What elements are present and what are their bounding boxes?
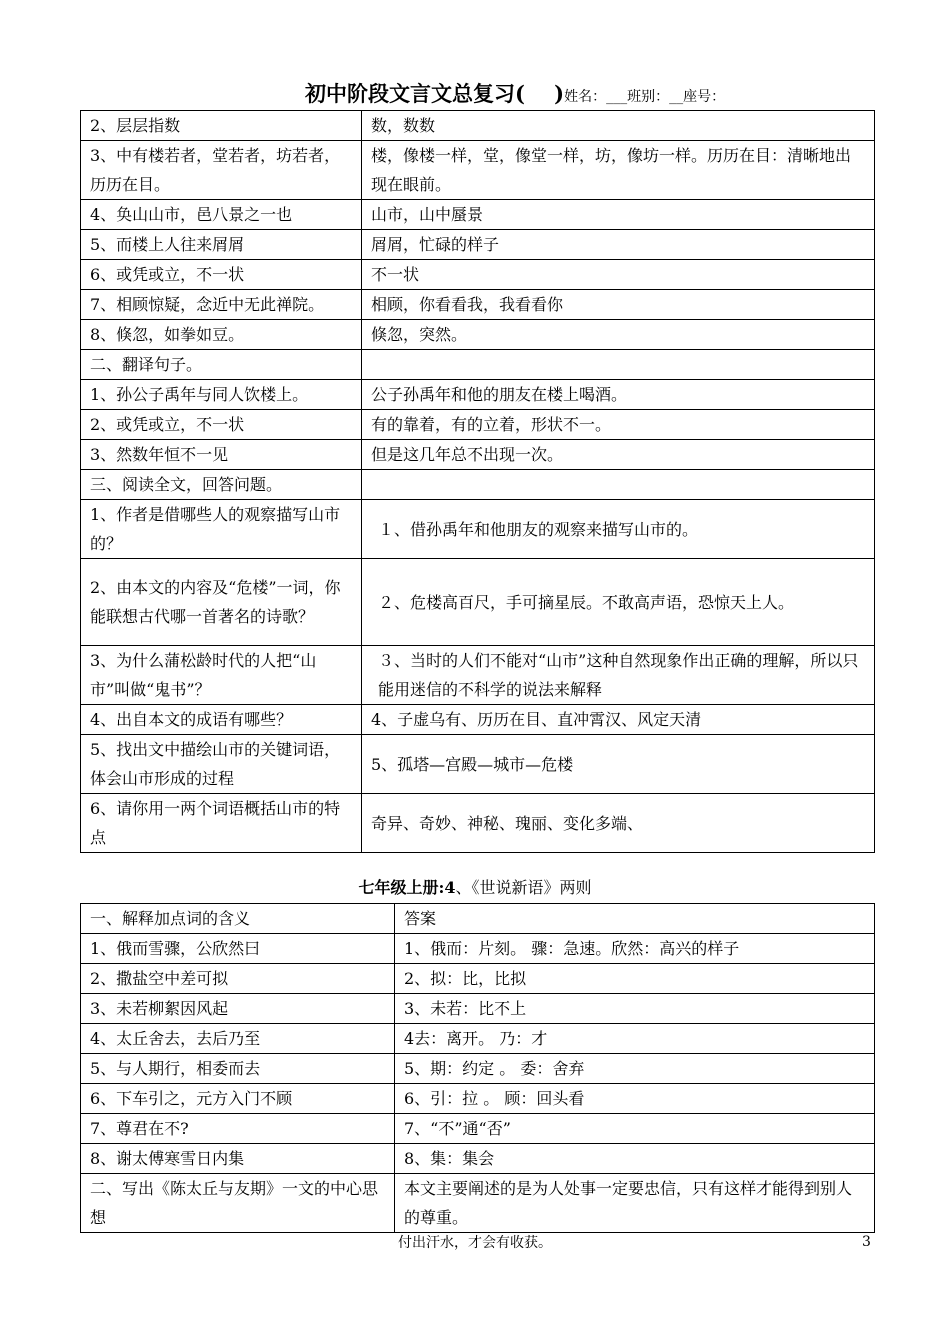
table-row: [81, 1024, 875, 1054]
table-row: [81, 111, 875, 141]
table-row: [81, 1144, 875, 1174]
section-grade: 七年级上册:4: [358, 878, 456, 897]
question-cell: 4、奂山山市，邑八景之一也: [81, 200, 362, 230]
question-cell: 5、而楼上人往来屑屑: [81, 230, 362, 260]
table-row: [81, 646, 875, 705]
answer-cell: 奇异、奇妙、神秘、瑰丽、变化多端、: [362, 794, 875, 853]
answer-cell: 楼，像楼一样，堂，像堂一样，坊，像坊一样。历历在目：清晰地出现在眼前。: [362, 141, 875, 200]
question-cell: 8、谢太傅寒雪日内集: [81, 1144, 395, 1174]
question-cell: 1、俄而雪骤，公欣然曰: [81, 934, 395, 964]
answer-cell: 3、未若：比不上: [395, 994, 875, 1024]
question-cell: 3、为什么蒲松龄时代的人把“山市”叫做“鬼书”？: [81, 646, 362, 705]
document-header: [305, 78, 905, 110]
answer-cell: 山市，山中蜃景: [362, 200, 875, 230]
answer-cell: 答案: [395, 904, 875, 934]
table-row: [81, 410, 875, 440]
table-row: [81, 904, 875, 934]
question-cell: 5、找出文中描绘山市的关键词语，体会山市形成的过程: [81, 735, 362, 794]
answer-cell: 倏忽，突然。: [362, 320, 875, 350]
question-cell: 3、然数年恒不一见: [81, 440, 362, 470]
answer-cell: 7、“不”通“否”: [395, 1114, 875, 1144]
question-cell: 1、作者是借哪些人的观察描写山市的？: [81, 500, 362, 559]
table-row: [81, 994, 875, 1024]
answer-cell: 2、拟：比，比拟: [395, 964, 875, 994]
table-row: [81, 380, 875, 410]
section-title: [0, 875, 950, 898]
document-title: 初中阶段文言文总复习(: [305, 81, 525, 106]
answer-cell: 相顾，你看看我，我看看你: [362, 290, 875, 320]
table-row: [81, 1114, 875, 1144]
question-cell: 2、撒盐空中差可拟: [81, 964, 395, 994]
question-cell: 4、太丘舍去，去后乃至: [81, 1024, 395, 1054]
answer-cell: [362, 470, 875, 500]
table-row: [81, 735, 875, 794]
table-row: [81, 934, 875, 964]
question-cell: 6、或凭或立，不一状: [81, 260, 362, 290]
answer-cell: 不一状: [362, 260, 875, 290]
answer-cell: ３、当时的人们不能对“山市”这种自然现象作出正确的理解，所以只能用迷信的不科学的说法来解释: [362, 646, 875, 705]
question-cell: 6、请你用一两个词语概括山市的特点: [81, 794, 362, 853]
table-row: [81, 794, 875, 853]
answer-cell: ２、危楼高百尺，手可摘星辰。不敢高声语，恐惊天上人。: [362, 559, 875, 646]
section-lesson: 、《世说新语》两则: [455, 878, 592, 897]
table-row: [81, 470, 875, 500]
answer-cell: 屑屑，忙碌的样子: [362, 230, 875, 260]
table-row: [81, 440, 875, 470]
question-cell: 5、与人期行，相委而去: [81, 1054, 395, 1084]
title-bracket-close: ): [524, 81, 565, 106]
answer-cell: 8、集：集会: [395, 1144, 875, 1174]
question-cell: 3、未若柳絮因风起: [81, 994, 395, 1024]
table-row: [81, 230, 875, 260]
question-cell: 一、解释加点词的含义: [81, 904, 395, 934]
answer-cell: 公子孙禹年和他的朋友在楼上喝酒。: [362, 380, 875, 410]
question-cell: 三、阅读全文，回答问题。: [81, 470, 362, 500]
answer-cell: [362, 350, 875, 380]
answer-cell: 4、子虚乌有、历历在目、直冲霄汉、风定天清: [362, 705, 875, 735]
question-cell: 1、孙公子禹年与同人饮楼上。: [81, 380, 362, 410]
table-row: [81, 1054, 875, 1084]
question-cell: 7、尊君在不?: [81, 1114, 395, 1144]
table-row: [81, 705, 875, 735]
question-cell: 2、或凭或立，不一状: [81, 410, 362, 440]
shanshi-review-table: [80, 110, 875, 853]
answer-cell: 数，数数: [362, 111, 875, 141]
question-cell: 2、层层指数: [81, 111, 362, 141]
footer-motto: 付出汗水，才会有收获。: [398, 1235, 552, 1251]
table-row: [81, 141, 875, 200]
answer-cell: 4去：离开。 乃：才: [395, 1024, 875, 1054]
answer-cell: 本文主要阐述的是为人处事一定要忠信，只有这样才能得到别人的尊重。: [395, 1174, 875, 1233]
question-cell: 二、写出《陈太丘与友期》一文的中心思想: [81, 1174, 395, 1233]
answer-cell: 6、引：拉 。 顾：回头看: [395, 1084, 875, 1114]
answer-cell: 5、孤塔—宫殿—城市—危楼: [362, 735, 875, 794]
answer-cell: 5、期：约定 。 委：舍弃: [395, 1054, 875, 1084]
question-cell: 2、由本文的内容及“危楼”一词，你能联想古代哪一首著名的诗歌？: [81, 559, 362, 646]
shishuoxinyu-review-table: [80, 903, 875, 1233]
question-cell: 6、下车引之，元方入门不顾: [81, 1084, 395, 1114]
table-row: [81, 350, 875, 380]
answer-cell: 有的靠着，有的立着，形状不一。: [362, 410, 875, 440]
table-row: [81, 559, 875, 646]
student-info-fields: 姓名：___班别：__座号：: [564, 89, 726, 105]
table-row: [81, 964, 875, 994]
answer-cell: 但是这几年总不出现一次。: [362, 440, 875, 470]
table-row: [81, 320, 875, 350]
question-cell: 7、相顾惊疑，念近中无此禅院。: [81, 290, 362, 320]
table-row: [81, 1084, 875, 1114]
answer-cell: 1、俄而：片刻。 骤：急速。欣然：高兴的样子: [395, 934, 875, 964]
question-cell: 8、倏忽，如拳如豆。: [81, 320, 362, 350]
table-row: [81, 500, 875, 559]
table-row: [81, 260, 875, 290]
page-number: 3: [862, 1234, 871, 1250]
question-cell: 3、中有楼若者，堂若者，坊若者，历历在目。: [81, 141, 362, 200]
table-row: [81, 200, 875, 230]
table-row: [81, 290, 875, 320]
answer-cell: １、借孙禹年和他朋友的观察来描写山市的。: [362, 500, 875, 559]
question-cell: 二、翻译句子。: [81, 350, 362, 380]
table-row: [81, 1174, 875, 1233]
question-cell: 4、出自本文的成语有哪些？: [81, 705, 362, 735]
